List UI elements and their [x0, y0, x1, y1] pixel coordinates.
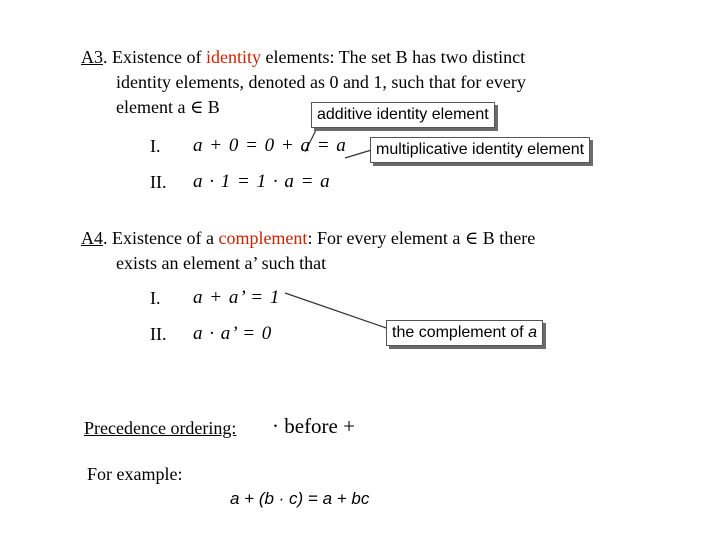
a3-line-2: identity elements, denoted as 0 and 1, such that for every: [116, 72, 526, 92]
example-equation: a + (b · c) = a + bc: [230, 489, 370, 508]
a3-line-1-pre: . Existence of: [103, 47, 206, 67]
a4-complement-term: complement: [218, 228, 308, 248]
a4-item-1-number: I.: [150, 288, 161, 308]
a4-line-2: exists an element a’ such that: [116, 253, 327, 273]
a3-line-1-post: elements: The set B has two distinct: [260, 47, 526, 67]
additive-identity-callout: [311, 102, 495, 128]
complement-connector-line: [285, 293, 395, 331]
additive-identity-callout-text: additive identity element: [317, 106, 489, 123]
multiplicative-identity-callout: [370, 137, 590, 163]
complement-callout-variable: a: [528, 324, 537, 341]
complement-callout-text: the complement of: [392, 324, 529, 341]
a4-item-2-number: II.: [150, 324, 167, 344]
a3-item-2-equation: a · 1 = 1 · a = a: [193, 171, 331, 192]
a4-line-1-pre: . Existence of a: [103, 228, 219, 248]
a3-item-1-equation: a + 0 = 0 + a = a: [193, 135, 347, 156]
a3-identity-term: identity: [205, 47, 261, 67]
a3-item-2-number: II.: [150, 172, 167, 192]
a3-item-1-number: I.: [150, 136, 161, 156]
precedence-label: Precedence ordering:: [84, 418, 237, 438]
a3-line-1: [81, 47, 525, 68]
a3-label: A3: [81, 47, 103, 67]
a4-item-1-equation: a + a’ = 1: [193, 287, 281, 308]
a3-line-3: element a ∈ B: [116, 97, 220, 117]
a4-label: A4: [81, 228, 103, 248]
a4-item-2-equation: a · a’ = 0: [193, 323, 273, 344]
a4-line-1-post: : For every element a ∈ B there: [307, 228, 536, 248]
complement-callout: [386, 320, 543, 346]
a4-line-1: [81, 228, 535, 249]
example-label: For example:: [87, 464, 183, 484]
precedence-rule: · before +: [272, 414, 355, 438]
multiplicative-identity-callout-text: multiplicative identity element: [376, 141, 585, 158]
